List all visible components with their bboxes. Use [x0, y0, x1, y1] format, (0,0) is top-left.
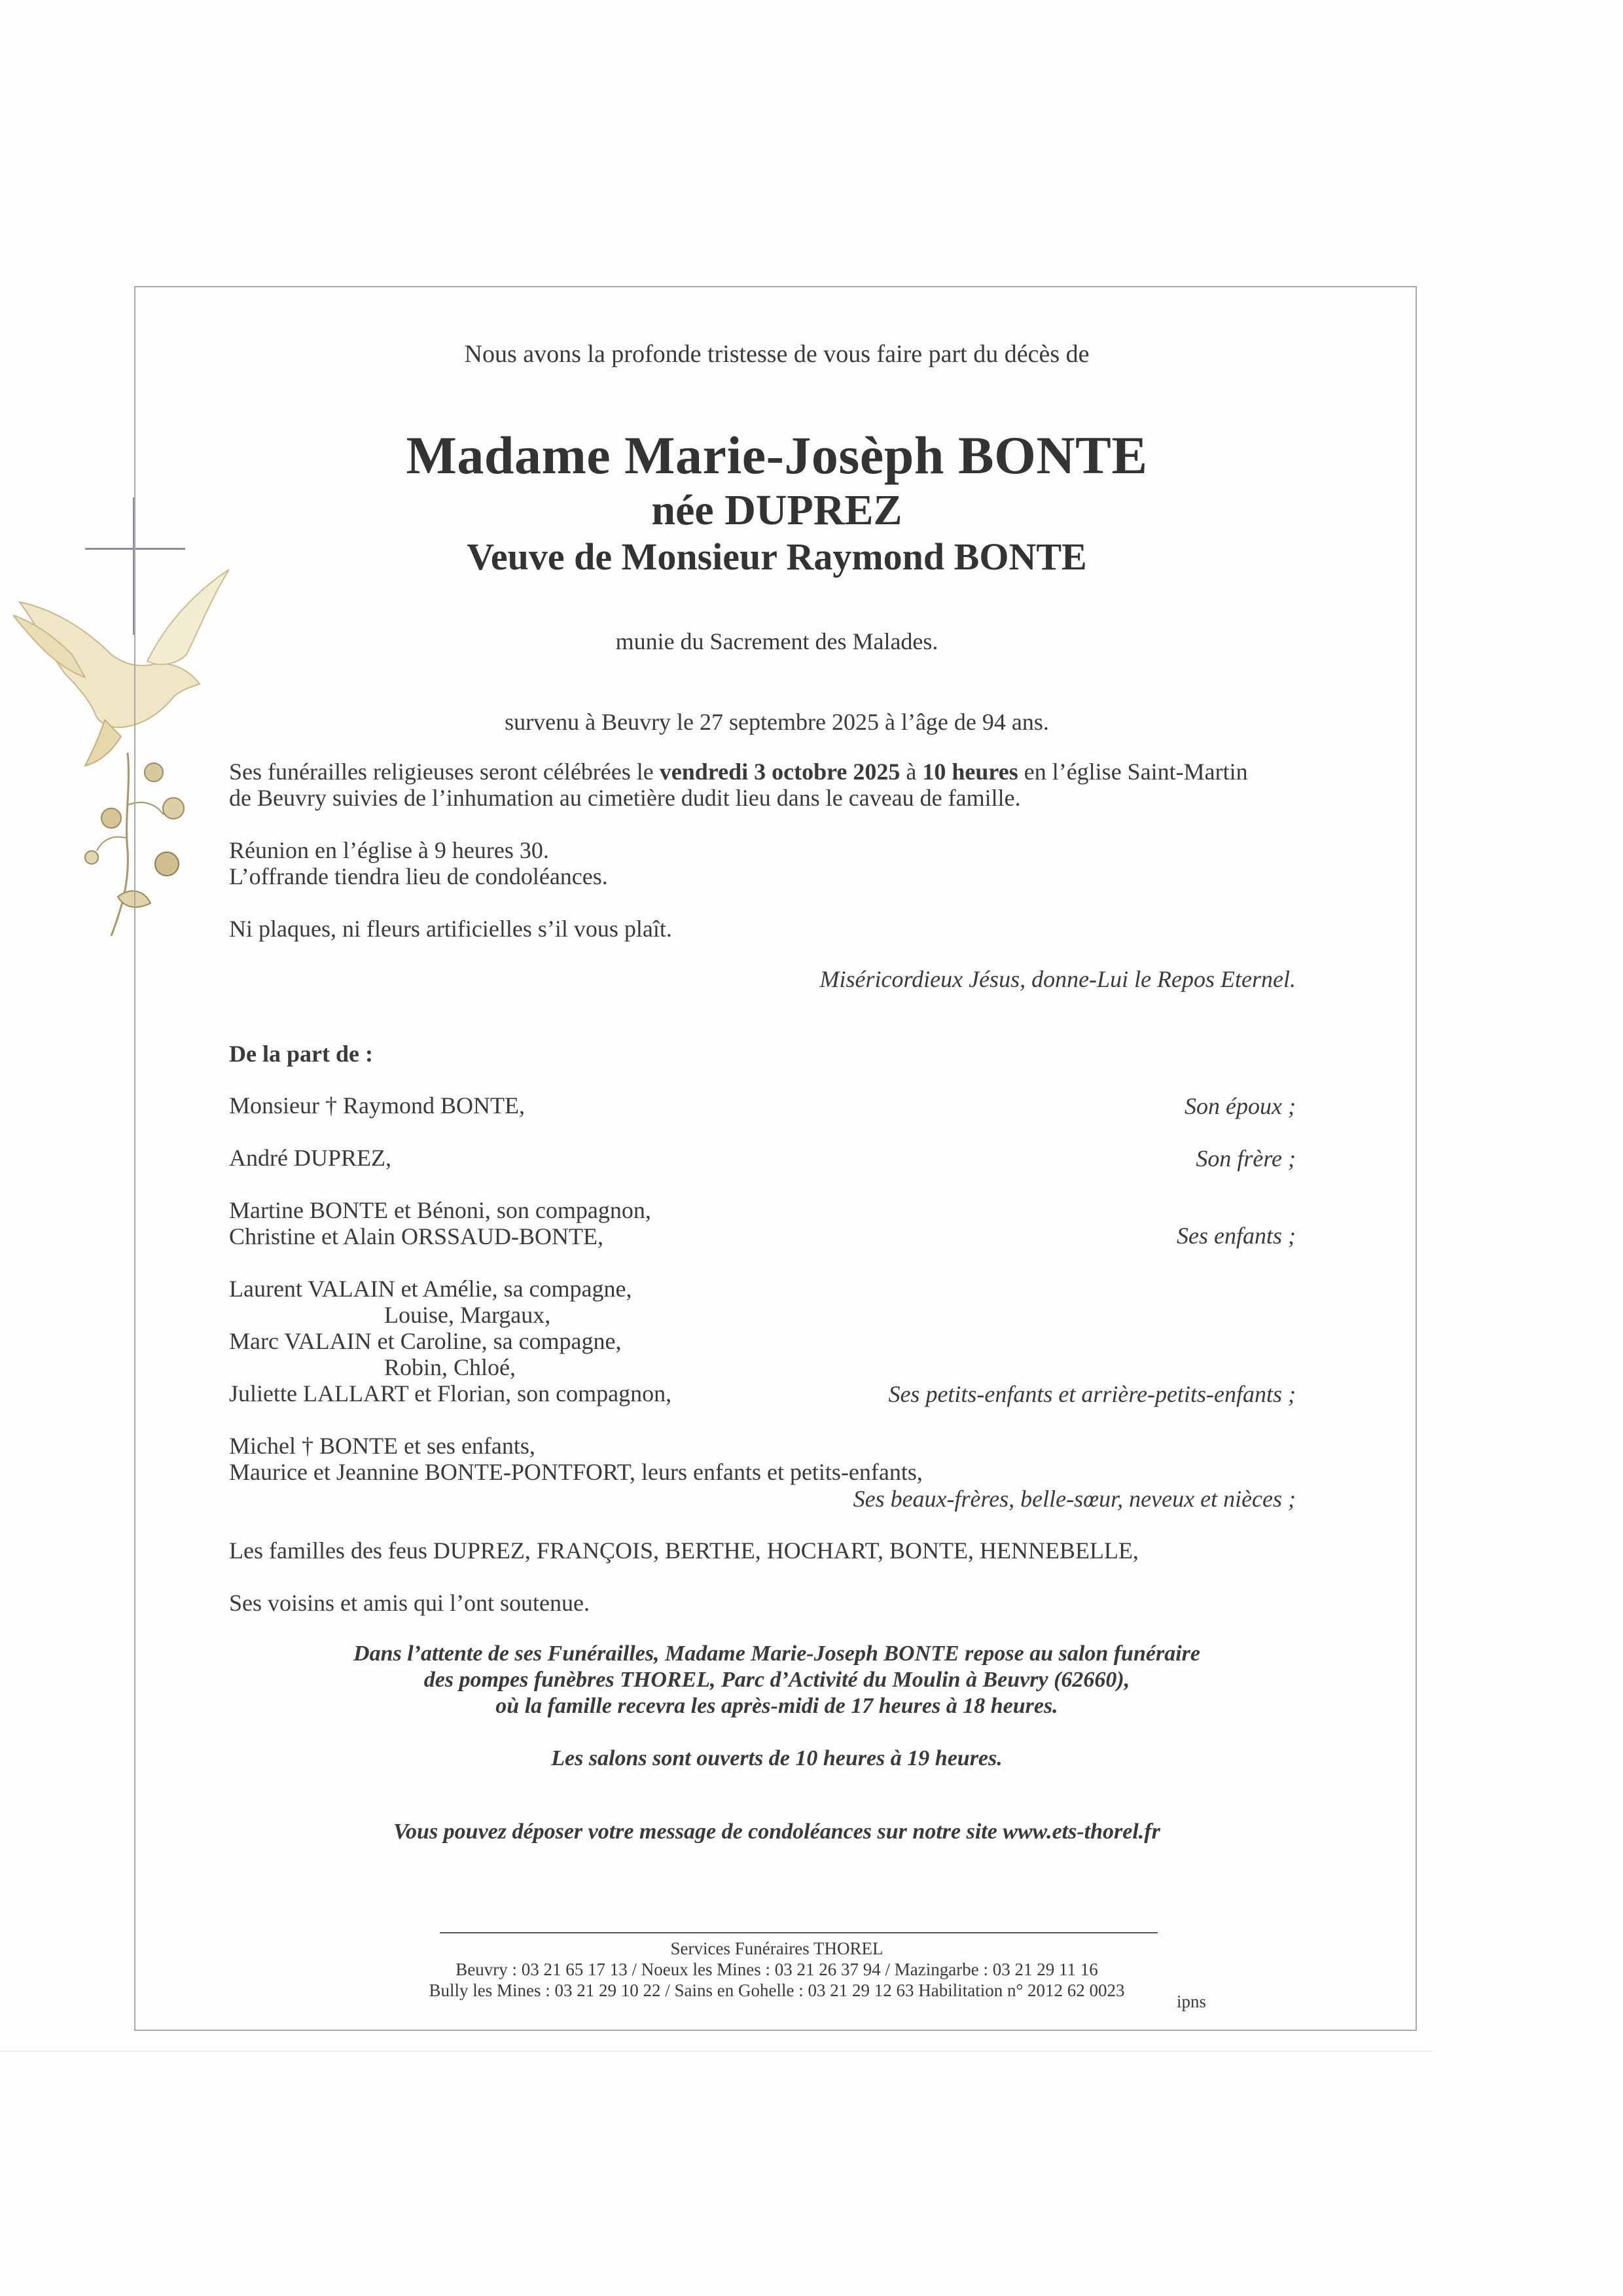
family-beaux-freres: [229, 1433, 923, 1485]
de-la-part-heading: De la part de :: [229, 1041, 373, 1067]
death-date-text: survenu à Beuvry le 27 septembre 2025 à l’âge de 94 ans.: [505, 709, 1049, 735]
relation-frere: Son frère ;: [1196, 1145, 1296, 1172]
family-enfant-2: Christine et Alain ORSSAUD-BONTE,: [229, 1223, 603, 1249]
reunion-line1: Réunion en l’église à 9 heures 30.: [229, 837, 549, 863]
no-plaques-text: Ni plaques, ni fleurs artificielles s’il vous plaît.: [229, 916, 672, 942]
footer-divider: [440, 1932, 1158, 1933]
footer-phones-2: Bully les Mines : 03 21 29 10 22 / Sains en Gohelle : 03 21 29 12 63 Habilitation n° 2012 62 0023: [429, 1981, 1125, 2000]
deceased-name: Madame Marie-Josèph BONTE: [406, 425, 1148, 485]
widow-of: Veuve de Monsieur Raymond BONTE: [467, 535, 1087, 578]
ipns-mark: ipns: [1176, 1992, 1206, 2011]
funeral-text-line2: de Beuvry suivies de l’inhumation au cimetière dudit lieu dans le caveau de famille.: [229, 785, 1021, 811]
funeral-text-a: Ses funérailles religieuses seront célébrées le: [229, 759, 660, 785]
salon-line2: des pompes funèbres THOREL, Parc d’Activité du Moulin à Beuvry (62660),: [423, 1668, 1130, 1692]
family-bf-2: Maurice et Jeannine BONTE-PONTFORT, leurs enfants et petits-enfants,: [229, 1459, 923, 1485]
funeral-text-c: en l’église Saint-Martin: [1018, 759, 1248, 785]
funeral-hour: 10 heures: [922, 759, 1018, 785]
sacrament-text: munie du Sacrement des Malades.: [615, 628, 938, 655]
family-voisins: Ses voisins et amis qui l’ont soutenue.: [229, 1590, 590, 1616]
family-pe-2: Louise, Margaux,: [384, 1302, 551, 1328]
family-familles: Les familles des feus DUPREZ, FRANÇOIS, BERTHE, HOCHART, BONTE, HENNEBELLE,: [229, 1537, 1139, 1564]
footer-company: Services Funéraires THOREL: [670, 1939, 883, 1958]
funeral-date: vendredi 3 octobre 2025: [659, 759, 901, 785]
funeral-text-b: à: [900, 759, 923, 785]
prayer-text: Miséricordieux Jésus, donne-Lui le Repos Eternel.: [819, 966, 1296, 992]
reunion-line2: L’offrande tiendra lieu de condoléances.: [229, 863, 608, 889]
relation-enfants: Ses enfants ;: [1177, 1223, 1296, 1249]
intro-text: Nous avons la profonde tristesse de vous faire part du décès de: [464, 340, 1090, 368]
footer-phones-1: Beuvry : 03 21 65 17 13 / Noeux les Mines : 03 21 26 37 94 / Mazingarbe : 03 21 29 11 16: [455, 1960, 1098, 1979]
family-pe-1: Laurent VALAIN et Amélie, sa compagne,: [229, 1276, 632, 1302]
salon-line3: où la famille recevra les après-midi de 17 heures à 18 heures.: [495, 1694, 1058, 1718]
family-pe-3: Marc VALAIN et Caroline, sa compagne,: [229, 1328, 622, 1354]
footer-block: [135, 1938, 1418, 2001]
relation-petits-enfants: Ses petits-enfants et arrière-petits-enfants ;: [888, 1381, 1296, 1407]
salon-line1: Dans l’attente de ses Funérailles, Madame Marie-Joseph BONTE repose au salon funéraire: [353, 1641, 1200, 1666]
website-notice: Vous pouvez déposer votre message de condoléances sur notre site www.ets-thorel.fr: [393, 1820, 1160, 1844]
funeral-paragraph: [229, 759, 1342, 811]
announcement-frame: [134, 286, 1417, 2031]
salon-notice: [135, 1641, 1418, 1719]
family-enfants: [229, 1197, 651, 1249]
family-pe-4: Robin, Chloé,: [384, 1354, 516, 1380]
relation-epoux: Son époux ;: [1185, 1093, 1296, 1119]
salon-hours: Les salons sont ouverts de 10 heures à 19 heures.: [551, 1746, 1003, 1770]
family-epoux: Monsieur † Raymond BONTE,: [229, 1092, 525, 1119]
family-pe-5: Juliette LALLART et Florian, son compagnon,: [229, 1380, 672, 1407]
page-bottom-line: [0, 2051, 1433, 2052]
family-frere: André DUPREZ,: [229, 1145, 391, 1171]
family-enfant-1: Martine BONTE et Bénoni, son compagnon,: [229, 1197, 651, 1223]
family-petits-enfants: [229, 1276, 671, 1407]
relation-beaux-freres: Ses beaux-frères, belle-sœur, neveux et nièces ;: [853, 1486, 1296, 1512]
reunion-paragraph: [229, 837, 1342, 889]
maiden-name: née DUPREZ: [651, 486, 902, 534]
family-bf-1: Michel † BONTE et ses enfants,: [229, 1433, 535, 1459]
